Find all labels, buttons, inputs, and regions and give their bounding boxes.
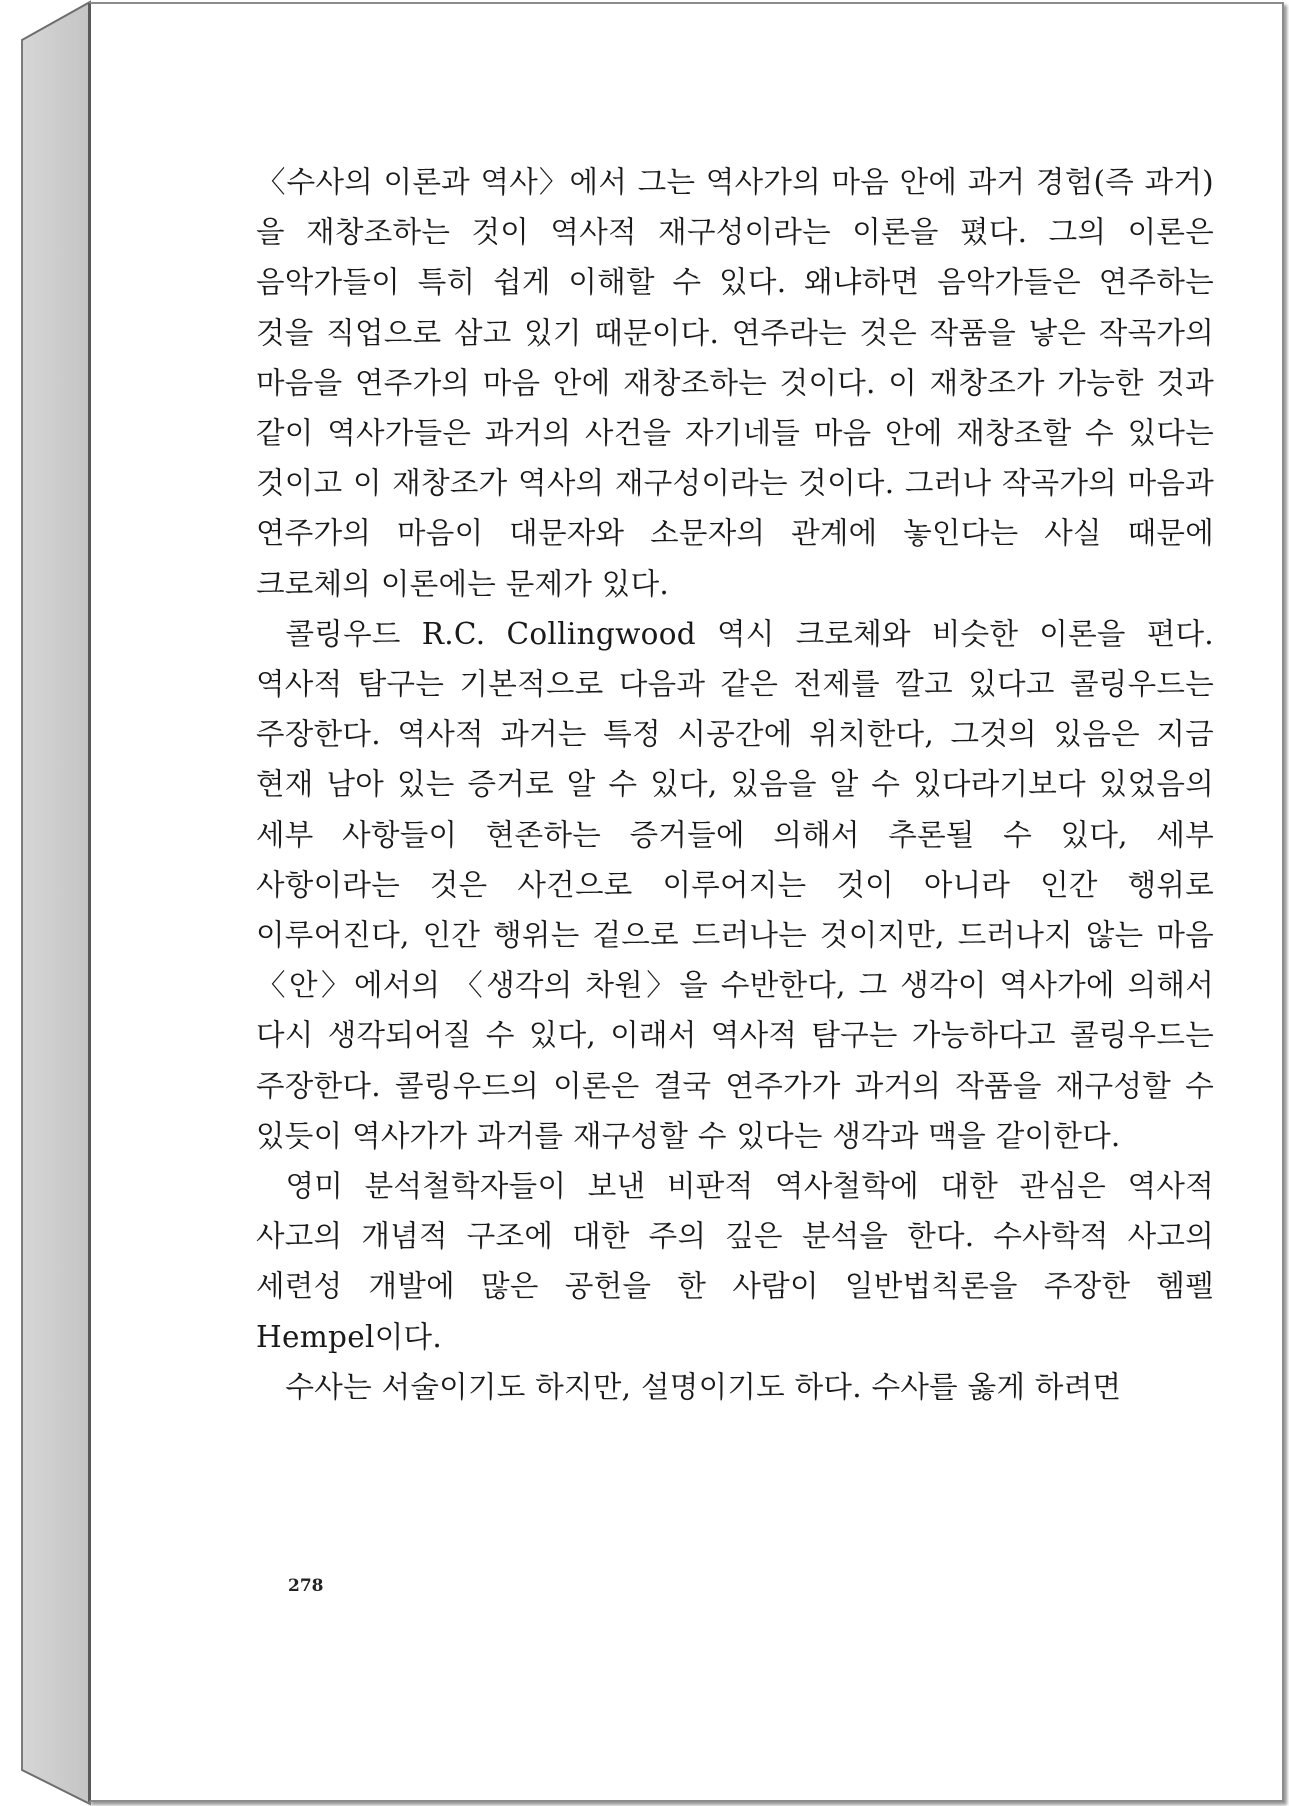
book-page <box>88 2 1284 1802</box>
book-spine-graphic <box>0 0 92 1806</box>
paragraph-3: 영미 분석철학자들이 보낸 비판적 역사철학에 대한 관심은 역사적 사고의 개념적 구조에 대한 주의 깊은 분석을 한다. 수사학적 사고의 세련성 개발에 많은 공헌을 한 사람이 일반법칙론을 주장한 헴펠 Hempel이다. <box>256 1169 1214 1354</box>
book-spine-edge <box>0 0 92 1806</box>
body-text <box>256 157 1214 1412</box>
paragraph-2: 콜링우드 R.C. Collingwood 역시 크로체와 비슷한 이론을 편다. 역사적 탐구는 기본적으로 다음과 같은 전제를 깔고 있다고 콜링우드는 주장한다. 역사적 과거는 특정 시공간에 위치한다, 그것의 있음은 지금 현재 남아 있는 증거로 알 수 있다, 있음을 알 수 있다라기보다 있었음의 세부 사항들이 현존하는 증거들에 의해서 추론될 수 있다, 세부 사항이라는 것은 사건으로 이루어지는 것이 아니라 인간 행위로 이루어진다, 인간 행위는 겉으로 드러나는 것이지만, 드러나지 않는 마음 〈안〉에서의 〈생각의 차원〉을 수반한다, 그 생각이 역사가에 의해서 다시 생각되어질 수 있다, 이래서 역사적 탐구는 가능하다고 콜링우드는 주장한다. 콜링우드의 이론은 결국 연주가가 과거의 작품을 재구성할 수 있듯이 역사가가 과거를 재구성할 수 있다는 생각과 맥을 같이한다. <box>256 616 1214 1153</box>
paragraph-1: 〈수사의 이론과 역사〉에서 그는 역사가의 마음 안에 과거 경험(즉 과거)을 재창조하는 것이 역사적 재구성이라는 이론을 폈다. 그의 이론은 음악가들이 특히 쉽게 이해할 수 있다. 왜냐하면 음악가들은 연주하는 것을 직업으로 삼고 있기 때문이다. 연주라는 것은 작품을 낳은 작곡가의 마음을 연주가의 마음 안에 재창조하는 것이다. 이 재창조가 가능한 것과 같이 역사가들은 과거의 사건을 자기네들 마음 안에 재창조할 수 있다는 것이고 이 재창조가 역사의 재구성이라는 것이다. 그러나 작곡가의 마음과 연주가의 마음이 대문자와 소문자의 관계에 놓인다는 사실 때문에 크로체의 이론에는 문제가 있다. <box>256 165 1214 601</box>
paragraph-4: 수사는 서술이기도 하지만, 설명이기도 하다. 수사를 옳게 하려면 <box>285 1369 1122 1404</box>
page-number: 278 <box>288 1576 324 1596</box>
